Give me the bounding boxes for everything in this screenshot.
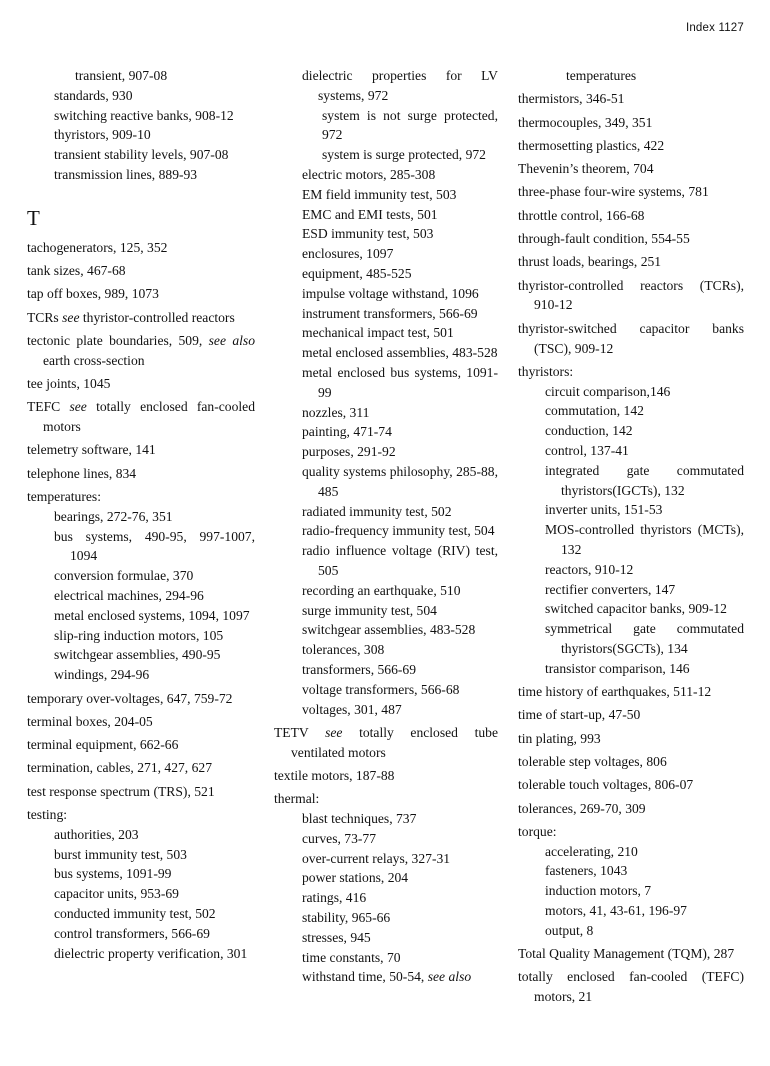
index-entry: tolerable touch voltages, 806-07 [518,777,694,793]
index-entry: thermal: [274,791,320,807]
index-entry: telephone lines, 834 [27,465,137,481]
index-entry: through-fault condition, 554-55 [518,231,690,247]
index-subentry: EM field immunity test, 503 [302,186,457,202]
index-subentry: output, 8 [545,922,594,938]
index-subentry: MOS-controlled thyristors (MCTs), 132 [545,522,744,558]
see-reference: see [325,724,343,740]
index-subentry: electric motors, 285-308 [302,166,436,182]
index-entry: temporary over-voltages, 647, 759-72 [27,690,233,706]
index-subentry: bearings, 272-76, 351 [54,508,173,524]
see-reference: see [62,309,80,325]
index-entry [274,723,498,763]
entry-text: earth cross-section [43,352,145,368]
index-subentry: fasteners, 1043 [545,863,628,879]
entry-text: TETV [274,724,326,740]
index-continuation: temperatures [566,68,637,83]
index-subentry: switchgear assemblies, 483-528 [302,622,476,638]
index-subentry: ratings, 416 [302,890,367,906]
index-subentry: transistor comparison, 146 [545,660,690,676]
index-entry: time of start-up, 47-50 [518,707,641,723]
see-reference: see also [208,332,255,348]
index-entry [27,331,255,371]
index-entry: torque: [518,823,557,839]
index-subentry: switching reactive banks, 908-12 [54,107,234,123]
index-entry: totally enclosed fan-cooled (TEFC) motors, 21 [518,969,744,1005]
index-subentry: metal enclosed assemblies, 483-528 [302,345,498,361]
index-subentry: over-current relays, 327-31 [302,850,451,866]
index-subentry: symmetrical gate commutated thyristors(SGCTs), 134 [545,621,744,657]
index-subentry: conducted immunity test, 502 [54,905,216,921]
index-subentry: stability, 965-66 [302,909,391,925]
index-entry: termination, cables, 271, 427, 627 [27,760,212,776]
index-entry: telemetry software, 141 [27,442,156,458]
index-entry: tank sizes, 467-68 [27,263,126,279]
index-subentry: thyristors, 909-10 [54,127,151,143]
index-subentry: surge immunity test, 504 [302,602,437,618]
index-subentry: conversion formulae, 370 [54,568,194,584]
index-column-3 [518,66,744,1007]
index-entry: throttle control, 166-68 [518,207,645,223]
index-continuation: system is not surge protected, 972 [322,107,498,143]
index-entry: terminal equipment, 662-66 [27,737,179,753]
index-subentry: integrated gate commutated thyristors(IGCTs), 132 [545,462,744,498]
entry-text: withstand time, 50-54, [302,969,428,985]
index-subentry: transmission lines, 889-93 [54,166,198,182]
entry-text: totally enclosed tube ventilated motors [291,724,498,760]
index-subentry: commutation, 142 [545,403,644,419]
index-subentry: mechanical impact test, 501 [302,325,454,341]
index-subentry: purposes, 291-92 [302,444,396,460]
index-subentry: recording an earthquake, 510 [302,582,461,598]
index-continuation: transient, 907-08 [75,68,168,83]
index-subentry: voltages, 301, 487 [302,701,402,717]
index-subentry: ESD immunity test, 503 [302,226,434,242]
index-entry: thermosetting plastics, 422 [518,137,665,153]
index-entry: tap off boxes, 989, 1073 [27,286,159,302]
index-entry: tin plating, 993 [518,730,601,746]
index-entry: tolerable step voltages, 806 [518,754,667,769]
index-subentry: windings, 294-96 [54,667,150,683]
entry-text: TCRs [27,309,63,325]
index-subentry: bus systems, 490-95, 997-1007, 1094 [54,528,255,564]
index-subentry: voltage transformers, 566-68 [302,681,460,697]
index-subentry: electrical machines, 294-96 [54,588,204,604]
index-entry: testing: [27,807,68,822]
index-subentry: power stations, 204 [302,870,409,886]
index-subentry: quality systems philosophy, 285-88, 485 [302,463,498,499]
index-subentry: accelerating, 210 [545,843,638,859]
index-entry: time history of earthquakes, 511-12 [518,684,712,700]
index-subentry: EMC and EMI tests, 501 [302,206,438,222]
index-subentry: equipment, 485-525 [302,265,412,281]
index-subentry: control, 137-41 [545,443,629,459]
index-entry: three-phase four-wire systems, 781 [518,184,709,200]
index-entry: thermistors, 346-51 [518,91,625,107]
index-entry: thermocouples, 349, 351 [518,114,653,130]
index-subentry: motors, 41, 43-61, 196-97 [545,903,687,919]
entry-text: thyristor-controlled reactors [79,309,235,325]
index-subentry: burst immunity test, 503 [54,846,187,862]
index-subentry: blast techniques, 737 [302,810,417,826]
index-subentry: radiated immunity test, 502 [302,503,452,519]
index-subentry: radio-frequency immunity test, 504 [302,523,495,539]
index-entry: terminal boxes, 204-05 [27,713,153,729]
index-subentry: capacitor units, 953-69 [54,886,179,902]
index-subentry: curves, 73-77 [302,830,376,846]
index-subentry: rectifier converters, 147 [545,581,676,597]
index-subentry: control transformers, 566-69 [54,925,210,941]
index-entry: Total Quality Management (TQM), 287 [518,946,735,962]
index-subentry: tolerances, 308 [302,642,385,658]
index-subentry: inverter units, 151-53 [545,502,663,518]
index-subentry: stresses, 945 [302,929,371,945]
index-subentry: conduction, 142 [545,423,633,439]
index-subentry: authorities, 203 [54,826,139,842]
index-subentry: bus systems, 1091-99 [54,866,172,882]
index-entry: Thevenin’s theorem, 704 [518,161,654,177]
index-subentry: standards, 930 [54,87,133,103]
index-subentry: dielectric property verification, 301 [54,945,248,961]
see-reference: see also [427,969,472,985]
index-subentry [274,967,498,987]
index-entry: tolerances, 269-70, 309 [518,800,646,816]
index-subentry: painting, 471-74 [302,424,392,440]
index-subentry: nozzles, 311 [302,404,370,420]
index-continuation: system is surge protected, 972 [322,147,486,163]
index-entry: temperatures: [27,489,101,505]
index-subentry: slip-ring induction motors, 105 [54,627,224,643]
entry-text: tectonic plate boundaries, 509, [27,332,209,348]
index-subentry: metal enclosed systems, 1094, 1097 [54,607,250,623]
index-column-2 [274,66,498,987]
index-subentry: radio influence voltage (RIV) test, 505 [302,543,498,578]
index-entry: test response spectrum (TRS), 521 [27,783,215,799]
index-entry: thrust loads, bearings, 251 [518,254,662,270]
entry-text: TEFC [27,399,70,415]
index-entry: textile motors, 187-88 [274,767,395,783]
index-subentry: switched capacitor banks, 909-12 [545,601,727,617]
index-subentry: time constants, 70 [302,949,401,965]
index-subentry: instrument transformers, 566-69 [302,305,478,321]
section-letter: T [27,205,40,230]
index-subentry: impulse voltage withstand, 1096 [302,285,479,301]
index-subentry: metal enclosed bus systems, 1091-99 [302,364,498,400]
running-head: Index 1127 [685,22,744,34]
index-column-1 [27,66,255,963]
index-entry: thyristors: [518,363,574,379]
index-subentry: induction motors, 7 [545,883,652,899]
index-subentry: transient stability levels, 907-08 [54,147,229,163]
index-subentry: transformers, 566-69 [302,661,417,677]
index-entry: thyristor-controlled reactors (TCRs), 910-12 [518,277,744,313]
index-entry: tachogenerators, 125, 352 [27,239,168,255]
see-reference: see [69,399,87,415]
index-subentry: dielectric properties for LV systems, 972 [302,68,498,103]
index-subentry: circuit comparison,146 [545,383,671,399]
index-entry [27,397,255,437]
index-entry [27,308,255,328]
index-entry: tee joints, 1045 [27,376,111,392]
index-subentry: enclosures, 1097 [302,246,394,262]
entry-text: totally enclosed fan-cooled motors [43,399,255,435]
index-subentry: reactors, 910-12 [545,561,634,577]
index-entry: thyristor-switched capacitor banks (TSC), 909-12 [518,320,744,356]
index-subentry: switchgear assemblies, 490-95 [54,647,221,663]
